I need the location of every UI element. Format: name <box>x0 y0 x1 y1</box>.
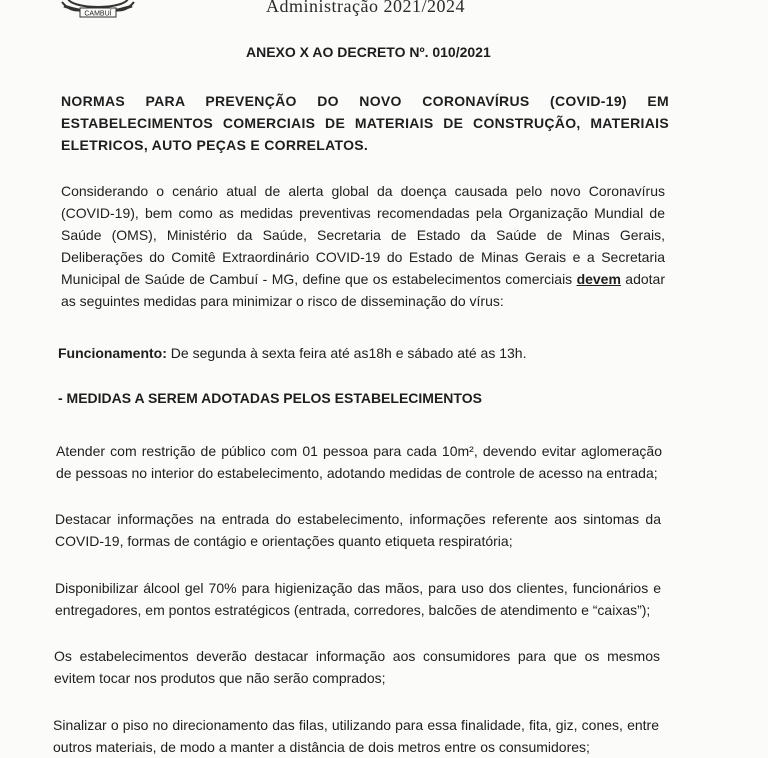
document-title: NORMAS PARA PREVENÇÃO DO NOVO CORONAVÍRUS (COVID-19) EM ESTABELECIMENTOS COMERCIAIS DE MATERIAIS DE CONSTRUÇÃO, MATERIAIS ELETRICOS, AUTO PEÇAS E CORRELATOS. <box>61 93 669 153</box>
measure-item: Disponibilizar álcool gel 70% para higienização das mãos, para uso dos clientes, funcionários e entregadores, em pontos estratégicos (entrada, corredores, balcões de atendimento e “caixas”); <box>55 580 661 618</box>
opening-hours <box>58 342 664 364</box>
administration-term: Administração 2021/2024 <box>266 0 465 16</box>
intro-text-end: adotar as seguintes medidas para minimizar o risco de disseminação do vírus: <box>61 271 665 309</box>
measure-item: Sinalizar o piso no direcionamento das filas, utilizando para essa finalidade, fita, giz, cones, entre outros materiais, de modo a manter a distância de dois metros entre os consumidores; <box>53 717 659 755</box>
letterhead <box>0 0 768 28</box>
measure-item: Os estabelecimentos deverão destacar informação aos consumidores para que os mesmos evitem tocar nos produtos que não serão comprados; <box>54 648 660 686</box>
measure-item: Destacar informações na entrada do estabelecimento, informações referente aos sintomas da COVID-19, formas de contágio e orientações quanto etiqueta respiratória; <box>55 511 661 549</box>
intro-paragraph <box>61 180 665 312</box>
seal-label: CAMBUÍ <box>84 10 112 18</box>
intro-emphasis: devem <box>576 271 621 287</box>
annex-title: ANEXO X AO DECRETO Nº. 010/2021 <box>246 44 491 60</box>
measure-item: Atender com restrição de público com 01 pessoa para cada 10m², devendo evitar aglomeração de pessoas no interior do estabelecimento, adotando medidas de controle de acesso na entrada; <box>56 443 662 481</box>
intro-text-start: Considerando o cenário atual de alerta global da doença causada pelo novo Coronavírus (COVID-19), bem como as medidas preventivas recomendadas pela Organização Mundial de Saúde (OMS), Ministério da Saúde, Secretaria de Estado da Saúde de Minas Gerais, Deliberações do Comitê Extraordinário COVID-19 do Estado de Minas Gerais e a Secretaria Municipal de Saúde de Cambuí - MG, define que os estabelecimentos comerciais <box>61 183 665 287</box>
section-heading: - MEDIDAS A SEREM ADOTADAS PELOS ESTABELECIMENTOS <box>58 390 482 406</box>
municipal-seal-icon <box>60 0 136 22</box>
opening-hours-label: Funcionamento: <box>58 345 167 361</box>
opening-hours-text: De segunda à sexta feira até as18h e sábado até as 13h. <box>166 345 527 361</box>
